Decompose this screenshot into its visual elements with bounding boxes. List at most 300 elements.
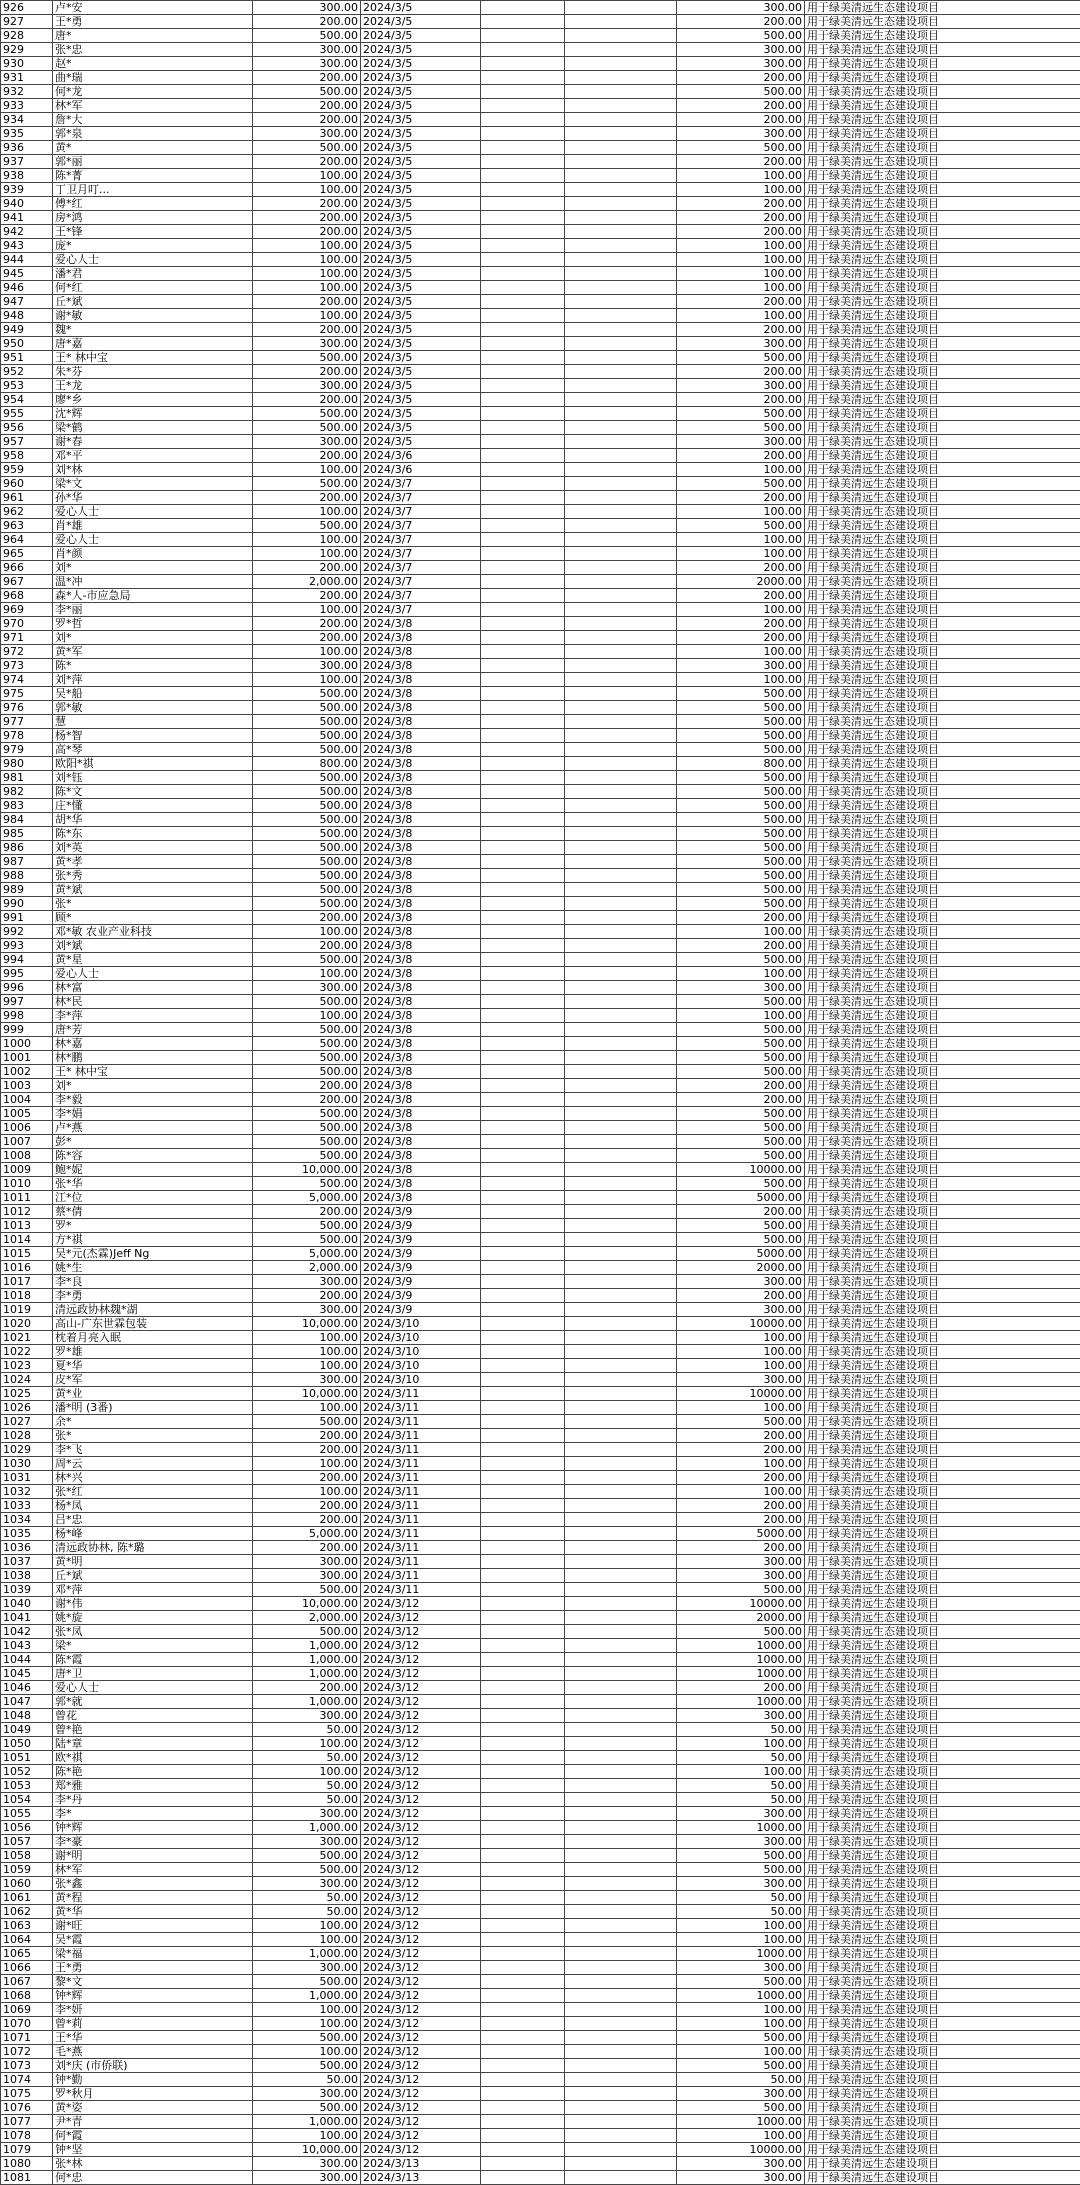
donation-date: 2024/3/12 (361, 1877, 481, 1891)
empty-cell (565, 575, 677, 589)
donation-amount: 300.00 (253, 2171, 361, 2185)
empty-cell (565, 1107, 677, 1121)
empty-cell (565, 743, 677, 757)
received-amount: 50.00 (677, 1751, 805, 1765)
donation-date: 2024/3/9 (361, 1247, 481, 1261)
table-row (1, 477, 1080, 491)
donation-amount: 200.00 (253, 99, 361, 113)
donation-date: 2024/3/12 (361, 1625, 481, 1639)
table-row (1, 239, 1080, 253)
empty-cell (565, 309, 677, 323)
empty-cell (565, 519, 677, 533)
received-amount: 500.00 (677, 771, 805, 785)
empty-cell (565, 1219, 677, 1233)
received-amount: 300.00 (677, 1835, 805, 1849)
table-row (1, 57, 1080, 71)
row-index: 952 (1, 365, 53, 379)
empty-cell (481, 1303, 565, 1317)
donation-date: 2024/3/11 (361, 1569, 481, 1583)
empty-cell (565, 841, 677, 855)
row-index: 956 (1, 421, 53, 435)
donation-amount: 300.00 (253, 435, 361, 449)
donation-date: 2024/3/6 (361, 463, 481, 477)
donation-purpose: 用于绿美清远生态建设项目 (805, 883, 1080, 897)
received-amount: 300.00 (677, 1, 805, 15)
empty-cell (565, 2045, 677, 2059)
empty-cell (565, 1401, 677, 1415)
donation-purpose: 用于绿美清远生态建设项目 (805, 2073, 1080, 2087)
row-index: 940 (1, 197, 53, 211)
donation-purpose: 用于绿美清远生态建设项目 (805, 1527, 1080, 1541)
donation-amount: 500.00 (253, 2031, 361, 2045)
donor-name: 陈* (53, 659, 253, 673)
received-amount: 2000.00 (677, 1611, 805, 1625)
empty-cell (481, 729, 565, 743)
empty-cell (481, 1177, 565, 1191)
donation-amount: 100.00 (253, 1737, 361, 1751)
received-amount: 200.00 (677, 1429, 805, 1443)
received-amount: 300.00 (677, 1555, 805, 1569)
donation-purpose: 用于绿美清远生态建设项目 (805, 71, 1080, 85)
row-index: 1067 (1, 1975, 53, 1989)
row-index: 978 (1, 729, 53, 743)
empty-cell (481, 1121, 565, 1135)
table-row (1, 351, 1080, 365)
donation-amount: 500.00 (253, 855, 361, 869)
donation-amount: 800.00 (253, 757, 361, 771)
received-amount: 100.00 (677, 183, 805, 197)
empty-cell (565, 771, 677, 785)
donation-purpose: 用于绿美清远生态建设项目 (805, 2059, 1080, 2073)
received-amount: 100.00 (677, 1737, 805, 1751)
donation-date: 2024/3/7 (361, 589, 481, 603)
donation-purpose: 用于绿美清远生态建设项目 (805, 169, 1080, 183)
donor-name: 王*勇 (53, 15, 253, 29)
donation-date: 2024/3/8 (361, 1177, 481, 1191)
empty-cell (565, 1863, 677, 1877)
donation-purpose: 用于绿美清远生态建设项目 (805, 1177, 1080, 1191)
table-row (1, 631, 1080, 645)
received-amount: 200.00 (677, 1079, 805, 1093)
donor-name: 肖*雄 (53, 519, 253, 533)
received-amount: 1000.00 (677, 1989, 805, 2003)
donation-date: 2024/3/12 (361, 1807, 481, 1821)
donation-amount: 100.00 (253, 673, 361, 687)
donation-purpose: 用于绿美清远生态建设项目 (805, 1191, 1080, 1205)
donation-amount: 200.00 (253, 15, 361, 29)
empty-cell (565, 897, 677, 911)
donation-purpose: 用于绿美清远生态建设项目 (805, 1667, 1080, 1681)
donation-purpose: 用于绿美清远生态建设项目 (805, 239, 1080, 253)
table-row (1, 603, 1080, 617)
donation-amount: 500.00 (253, 1975, 361, 1989)
empty-cell (481, 1317, 565, 1331)
donation-purpose: 用于绿美清远生态建设项目 (805, 2031, 1080, 2045)
empty-cell (481, 1079, 565, 1093)
empty-cell (565, 1275, 677, 1289)
empty-cell (565, 1303, 677, 1317)
table-row (1, 1121, 1080, 1135)
donation-amount: 300.00 (253, 1877, 361, 1891)
donation-date: 2024/3/12 (361, 1933, 481, 1947)
row-index: 1030 (1, 1457, 53, 1471)
received-amount: 100.00 (677, 1359, 805, 1373)
donation-date: 2024/3/12 (361, 1751, 481, 1765)
table-row (1, 281, 1080, 295)
donation-amount: 10,000.00 (253, 1163, 361, 1177)
table-row (1, 897, 1080, 911)
donation-purpose: 用于绿美清远生态建设项目 (805, 1947, 1080, 1961)
row-index: 986 (1, 841, 53, 855)
donation-date: 2024/3/13 (361, 2157, 481, 2171)
empty-cell (565, 1639, 677, 1653)
donation-purpose: 用于绿美清远生态建设项目 (805, 1597, 1080, 1611)
empty-cell (481, 1065, 565, 1079)
empty-cell (481, 211, 565, 225)
donation-date: 2024/3/9 (361, 1219, 481, 1233)
table-row (1, 1541, 1080, 1555)
donation-purpose: 用于绿美清远生态建设项目 (805, 1891, 1080, 1905)
empty-cell (565, 911, 677, 925)
table-row (1, 827, 1080, 841)
empty-cell (565, 1793, 677, 1807)
row-index: 981 (1, 771, 53, 785)
row-index: 929 (1, 43, 53, 57)
empty-cell (481, 113, 565, 127)
empty-cell (565, 757, 677, 771)
received-amount: 100.00 (677, 547, 805, 561)
table-row (1, 1261, 1080, 1275)
donor-name: 林*富 (53, 981, 253, 995)
donor-name: 张* (53, 1429, 253, 1443)
donor-name: 何*忠 (53, 2171, 253, 2185)
empty-cell (565, 1471, 677, 1485)
empty-cell (565, 883, 677, 897)
empty-cell (565, 701, 677, 715)
donor-name: 钟*辉 (53, 1821, 253, 1835)
row-index: 945 (1, 267, 53, 281)
donation-purpose: 用于绿美清远生态建设项目 (805, 1555, 1080, 1569)
donation-amount: 200.00 (253, 589, 361, 603)
donation-date: 2024/3/12 (361, 1905, 481, 1919)
donor-name: 吴*船 (53, 687, 253, 701)
donation-amount: 300.00 (253, 1555, 361, 1569)
empty-cell (565, 2115, 677, 2129)
donor-name: 蔡*倩 (53, 1205, 253, 1219)
donation-amount: 200.00 (253, 1541, 361, 1555)
row-index: 995 (1, 967, 53, 981)
empty-cell (481, 1751, 565, 1765)
donation-amount: 500.00 (253, 1023, 361, 1037)
empty-cell (481, 1191, 565, 1205)
table-row (1, 1835, 1080, 1849)
table-row (1, 1653, 1080, 1667)
empty-cell (565, 1527, 677, 1541)
received-amount: 300.00 (677, 57, 805, 71)
empty-cell (481, 589, 565, 603)
donor-name: 杨*凤 (53, 1499, 253, 1513)
empty-cell (565, 799, 677, 813)
received-amount: 500.00 (677, 1583, 805, 1597)
donation-date: 2024/3/12 (361, 2143, 481, 2157)
received-amount: 1000.00 (677, 1947, 805, 1961)
empty-cell (481, 1863, 565, 1877)
empty-cell (481, 1023, 565, 1037)
received-amount: 50.00 (677, 2073, 805, 2087)
donation-date: 2024/3/11 (361, 1513, 481, 1527)
empty-cell (481, 1485, 565, 1499)
received-amount: 200.00 (677, 1093, 805, 1107)
table-row (1, 1821, 1080, 1835)
row-index: 1029 (1, 1443, 53, 1457)
empty-cell (565, 1499, 677, 1513)
received-amount: 50.00 (677, 1793, 805, 1807)
received-amount: 500.00 (677, 2059, 805, 2073)
received-amount: 1000.00 (677, 1695, 805, 1709)
donation-purpose: 用于绿美清远生态建设项目 (805, 155, 1080, 169)
table-row (1, 1555, 1080, 1569)
donation-date: 2024/3/8 (361, 911, 481, 925)
received-amount: 200.00 (677, 491, 805, 505)
donation-date: 2024/3/12 (361, 1793, 481, 1807)
row-index: 1045 (1, 1667, 53, 1681)
empty-cell (565, 1933, 677, 1947)
donor-name: 黄*斌 (53, 883, 253, 897)
received-amount: 200.00 (677, 1499, 805, 1513)
received-amount: 100.00 (677, 2003, 805, 2017)
empty-cell (481, 2003, 565, 2017)
donor-name: 郭*泉 (53, 127, 253, 141)
table-row (1, 1191, 1080, 1205)
donation-purpose: 用于绿美清远生态建设项目 (805, 85, 1080, 99)
table-row (1, 1037, 1080, 1051)
donation-date: 2024/3/8 (361, 799, 481, 813)
donor-name: 陈*霞 (53, 1653, 253, 1667)
received-amount: 300.00 (677, 1275, 805, 1289)
row-index: 1034 (1, 1513, 53, 1527)
empty-cell (565, 1709, 677, 1723)
received-amount: 200.00 (677, 323, 805, 337)
donation-purpose: 用于绿美清远生态建设项目 (805, 897, 1080, 911)
empty-cell (565, 1667, 677, 1681)
donation-purpose: 用于绿美清远生态建设项目 (805, 1093, 1080, 1107)
donor-name: 皮*军 (53, 1373, 253, 1387)
empty-cell (565, 785, 677, 799)
empty-cell (565, 29, 677, 43)
donation-purpose: 用于绿美清远生态建设项目 (805, 1583, 1080, 1597)
received-amount: 300.00 (677, 1373, 805, 1387)
donation-amount: 200.00 (253, 295, 361, 309)
donation-amount: 500.00 (253, 1219, 361, 1233)
donation-purpose: 用于绿美清远生态建设项目 (805, 2045, 1080, 2059)
row-index: 1042 (1, 1625, 53, 1639)
empty-cell (481, 1275, 565, 1289)
donation-amount: 100.00 (253, 925, 361, 939)
donation-amount: 100.00 (253, 253, 361, 267)
received-amount: 200.00 (677, 1205, 805, 1219)
empty-cell (565, 1947, 677, 1961)
donation-date: 2024/3/12 (361, 1695, 481, 1709)
empty-cell (565, 169, 677, 183)
row-index: 1057 (1, 1835, 53, 1849)
donation-date: 2024/3/5 (361, 295, 481, 309)
donation-purpose: 用于绿美清远生态建设项目 (805, 1485, 1080, 1499)
donation-date: 2024/3/12 (361, 2073, 481, 2087)
donation-purpose: 用于绿美清远生态建设项目 (805, 1401, 1080, 1415)
donation-date: 2024/3/12 (361, 2115, 481, 2129)
table-row (1, 799, 1080, 813)
received-amount: 100.00 (677, 1933, 805, 1947)
donation-purpose: 用于绿美清远生态建设项目 (805, 687, 1080, 701)
donor-name: 李*飞 (53, 1443, 253, 1457)
empty-cell (565, 71, 677, 85)
table-row (1, 1331, 1080, 1345)
empty-cell (481, 799, 565, 813)
donation-purpose: 用于绿美清远生态建设项目 (805, 141, 1080, 155)
donor-name: 廖*乡 (53, 393, 253, 407)
empty-cell (565, 1779, 677, 1793)
empty-cell (481, 1443, 565, 1457)
row-index: 991 (1, 911, 53, 925)
donation-date: 2024/3/7 (361, 533, 481, 547)
donation-date: 2024/3/7 (361, 575, 481, 589)
donation-date: 2024/3/5 (361, 155, 481, 169)
table-row (1, 295, 1080, 309)
received-amount: 100.00 (677, 533, 805, 547)
empty-cell (481, 2031, 565, 2045)
empty-cell (481, 2115, 565, 2129)
empty-cell (481, 15, 565, 29)
empty-cell (481, 1765, 565, 1779)
empty-cell (565, 1751, 677, 1765)
empty-cell (481, 2171, 565, 2185)
empty-cell (565, 15, 677, 29)
received-amount: 300.00 (677, 1709, 805, 1723)
donation-amount: 500.00 (253, 1863, 361, 1877)
donation-purpose: 用于绿美清远生态建设项目 (805, 757, 1080, 771)
row-index: 1056 (1, 1821, 53, 1835)
table-row (1, 449, 1080, 463)
donation-purpose: 用于绿美清远生态建设项目 (805, 1205, 1080, 1219)
donation-purpose: 用于绿美清远生态建设项目 (805, 1261, 1080, 1275)
table-row (1, 1527, 1080, 1541)
donation-date: 2024/3/8 (361, 1037, 481, 1051)
received-amount: 300.00 (677, 435, 805, 449)
donation-date: 2024/3/8 (361, 1191, 481, 1205)
table-row (1, 1779, 1080, 1793)
row-index: 1053 (1, 1779, 53, 1793)
donation-date: 2024/3/12 (361, 1863, 481, 1877)
empty-cell (481, 1499, 565, 1513)
donor-name: 唐* (53, 29, 253, 43)
received-amount: 200.00 (677, 99, 805, 113)
table-row (1, 1289, 1080, 1303)
donation-amount: 1,000.00 (253, 1947, 361, 1961)
donation-amount: 200.00 (253, 197, 361, 211)
donation-date: 2024/3/10 (361, 1373, 481, 1387)
donation-date: 2024/3/12 (361, 1891, 481, 1905)
donation-amount: 200.00 (253, 365, 361, 379)
empty-cell (565, 365, 677, 379)
table-row (1, 1695, 1080, 1709)
donation-date: 2024/3/5 (361, 323, 481, 337)
empty-cell (565, 1429, 677, 1443)
received-amount: 300.00 (677, 1807, 805, 1821)
donation-date: 2024/3/12 (361, 2059, 481, 2073)
row-index: 1051 (1, 1751, 53, 1765)
row-index: 971 (1, 631, 53, 645)
row-index: 976 (1, 701, 53, 715)
empty-cell (565, 99, 677, 113)
row-index: 954 (1, 393, 53, 407)
donation-amount: 500.00 (253, 1177, 361, 1191)
donor-name: 李* (53, 1807, 253, 1821)
empty-cell (565, 1541, 677, 1555)
donation-amount: 100.00 (253, 603, 361, 617)
received-amount: 500.00 (677, 1863, 805, 1877)
table-row (1, 379, 1080, 393)
donor-name: 张*华 (53, 1177, 253, 1191)
donation-date: 2024/3/11 (361, 1499, 481, 1513)
table-row (1, 421, 1080, 435)
donation-amount: 200.00 (253, 1681, 361, 1695)
received-amount: 500.00 (677, 1051, 805, 1065)
donation-purpose: 用于绿美清远生态建设项目 (805, 1681, 1080, 1695)
received-amount: 2000.00 (677, 1261, 805, 1275)
donation-amount: 5,000.00 (253, 1191, 361, 1205)
donation-amount: 100.00 (253, 1331, 361, 1345)
table-row (1, 617, 1080, 631)
donation-purpose: 用于绿美清远生态建设项目 (805, 673, 1080, 687)
donor-name: 罗*秋月 (53, 2087, 253, 2101)
received-amount: 200.00 (677, 561, 805, 575)
donor-name: 傅*红 (53, 197, 253, 211)
donation-date: 2024/3/12 (361, 1835, 481, 1849)
row-index: 951 (1, 351, 53, 365)
row-index: 994 (1, 953, 53, 967)
donor-name: 江*位 (53, 1191, 253, 1205)
donation-date: 2024/3/9 (361, 1289, 481, 1303)
empty-cell (481, 547, 565, 561)
received-amount: 10000.00 (677, 1317, 805, 1331)
donation-amount: 500.00 (253, 1051, 361, 1065)
donation-purpose: 用于绿美清远生态建设项目 (805, 1835, 1080, 1849)
donation-amount: 500.00 (253, 1121, 361, 1135)
table-row (1, 1499, 1080, 1513)
donation-date: 2024/3/9 (361, 1275, 481, 1289)
empty-cell (481, 785, 565, 799)
row-index: 1026 (1, 1401, 53, 1415)
donation-amount: 300.00 (253, 659, 361, 673)
donation-amount: 50.00 (253, 2073, 361, 2087)
donor-name: 黄*业 (53, 1387, 253, 1401)
empty-cell (565, 995, 677, 1009)
donation-amount: 50.00 (253, 1751, 361, 1765)
table-row (1, 561, 1080, 575)
empty-cell (481, 337, 565, 351)
empty-cell (481, 1037, 565, 1051)
donation-purpose: 用于绿美清远生态建设项目 (805, 1247, 1080, 1261)
donor-name: 谢*敏 (53, 309, 253, 323)
donation-date: 2024/3/8 (361, 701, 481, 715)
donation-purpose: 用于绿美清远生态建设项目 (805, 379, 1080, 393)
donation-amount: 200.00 (253, 911, 361, 925)
table-row (1, 2045, 1080, 2059)
empty-cell (565, 1555, 677, 1569)
donation-purpose: 用于绿美清远生态建设项目 (805, 1625, 1080, 1639)
donation-purpose: 用于绿美清远生态建设项目 (805, 2171, 1080, 2185)
donation-amount: 200.00 (253, 1499, 361, 1513)
